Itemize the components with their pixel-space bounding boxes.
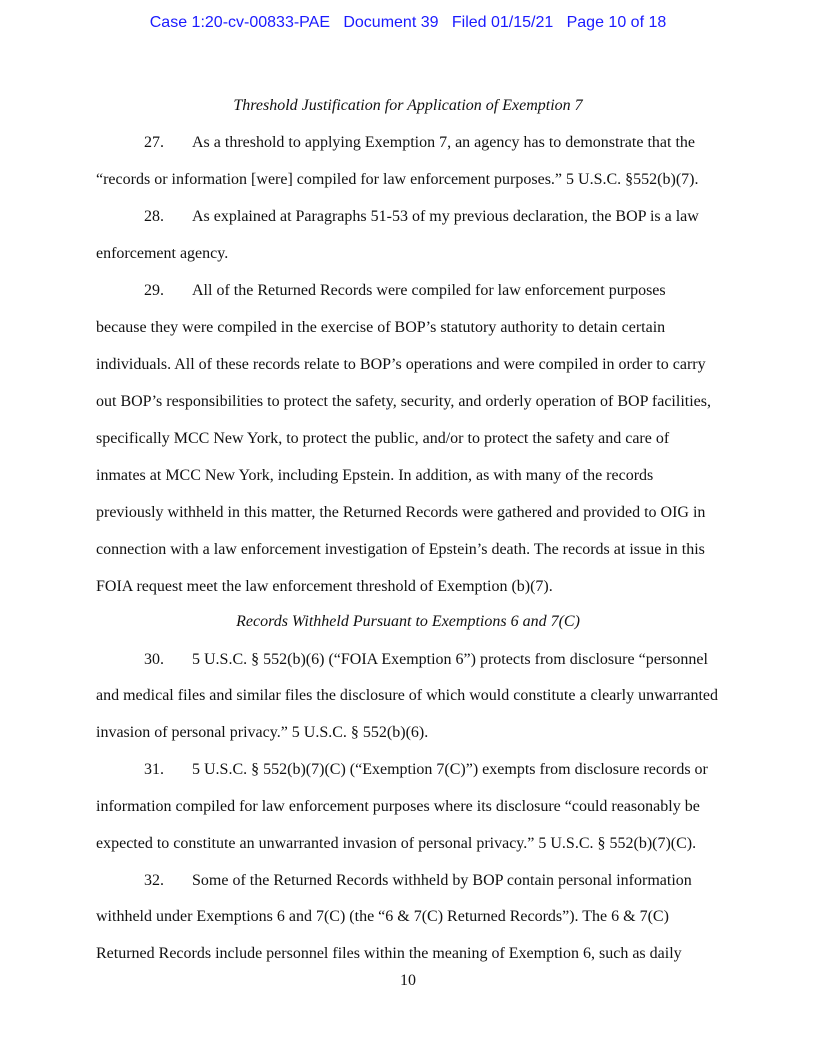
paragraph-30-line-1 xyxy=(96,650,720,670)
paragraph-29-line-5: specifically MCC New York, to protect the public, and/or to protect the safety and care of xyxy=(96,430,670,447)
paragraph-30-line-2: and medical files and similar files the disclosure of which would constitute a clearly unwarranted xyxy=(96,687,719,704)
paragraph-28-line-2: enforcement agency. xyxy=(96,245,229,262)
paragraph-29-line-7: previously withheld in this matter, the Returned Records were gathered and provided to OIG in xyxy=(96,504,706,521)
paragraph-29-line-6: inmates at MCC New York, including Epstein. In addition, as with many of the records xyxy=(96,467,654,484)
paragraph-text: All of the Returned Records were compiled for law enforcement purposes xyxy=(192,282,666,299)
case-number: Case 1:20-cv-00833-PAE xyxy=(149,14,330,31)
paragraph-32-line-3: Returned Records include personnel files within the meaning of Exemption 6, such as daily xyxy=(96,945,682,962)
paragraph-28-line-1 xyxy=(96,207,720,227)
paragraph-29-line-2: because they were compiled in the exercise of BOP’s statutory authority to detain certain xyxy=(96,319,666,336)
paragraph-number: 32. xyxy=(144,872,164,889)
paragraph-29-line-9: FOIA request meet the law enforcement threshold of Exemption (b)(7). xyxy=(96,578,553,595)
paragraph-29-line-3: individuals. All of these records relate to BOP’s operations and were compiled in order to carry xyxy=(96,356,706,373)
paragraph-text: 5 U.S.C. § 552(b)(6) (“FOIA Exemption 6”) protects from disclosure “personnel xyxy=(192,651,708,668)
section-heading-exemptions-6-7c: Records Withheld Pursuant to Exemptions 6 and 7(C) xyxy=(236,613,580,630)
paragraph-32-line-2: withheld under Exemptions 6 and 7(C) (the “6 & 7(C) Returned Records”). The 6 & 7(C) xyxy=(96,908,669,925)
paragraph-31-line-3: expected to constitute an unwarranted invasion of personal privacy.” 5 U.S.C. § 552(b)(7)(C). xyxy=(96,835,697,852)
paragraph-29-line-1 xyxy=(96,281,720,301)
paragraph-number: 27. xyxy=(144,134,164,151)
paragraph-text: 5 U.S.C. § 552(b)(7)(C) (“Exemption 7(C)”) exempts from disclosure records or xyxy=(192,761,708,778)
paragraph-27-line-1 xyxy=(96,133,720,153)
paragraph-number: 28. xyxy=(144,208,164,225)
paragraph-27-line-2: “records or information [were] compiled for law enforcement purposes.” 5 U.S.C. §552(b)(7). xyxy=(96,171,699,188)
case-header xyxy=(0,14,816,32)
document-number: Document 39 xyxy=(343,14,439,31)
paragraph-number: 29. xyxy=(144,282,164,299)
paragraph-text: Some of the Returned Records withheld by BOP contain personal information xyxy=(192,872,692,889)
paragraph-text: As a threshold to applying Exemption 7, an agency has to demonstrate that the xyxy=(192,134,695,151)
paragraph-29-line-4: out BOP’s responsibilities to protect the safety, security, and orderly operation of BOP facilities, xyxy=(96,393,711,410)
paragraph-29-line-8: connection with a law enforcement investigation of Epstein’s death. The records at issue in this xyxy=(96,541,705,558)
paragraph-31-line-2: information compiled for law enforcement purposes where its disclosure “could reasonably be xyxy=(96,798,700,815)
paragraph-30-line-3: invasion of personal privacy.” 5 U.S.C. § 552(b)(6). xyxy=(96,724,429,741)
paragraph-31-line-1 xyxy=(96,760,720,780)
page-number: 10 xyxy=(400,972,416,989)
section-heading-exemption-7: Threshold Justification for Application of Exemption 7 xyxy=(233,97,583,114)
paragraph-text: As explained at Paragraphs 51-53 of my previous declaration, the BOP is a law xyxy=(192,208,699,225)
filed-date: Filed 01/15/21 xyxy=(451,14,554,31)
paragraph-number: 31. xyxy=(144,761,164,778)
paragraph-number: 30. xyxy=(144,651,164,668)
page-indicator: Page 10 of 18 xyxy=(566,14,667,31)
paragraph-32-line-1 xyxy=(96,871,720,891)
